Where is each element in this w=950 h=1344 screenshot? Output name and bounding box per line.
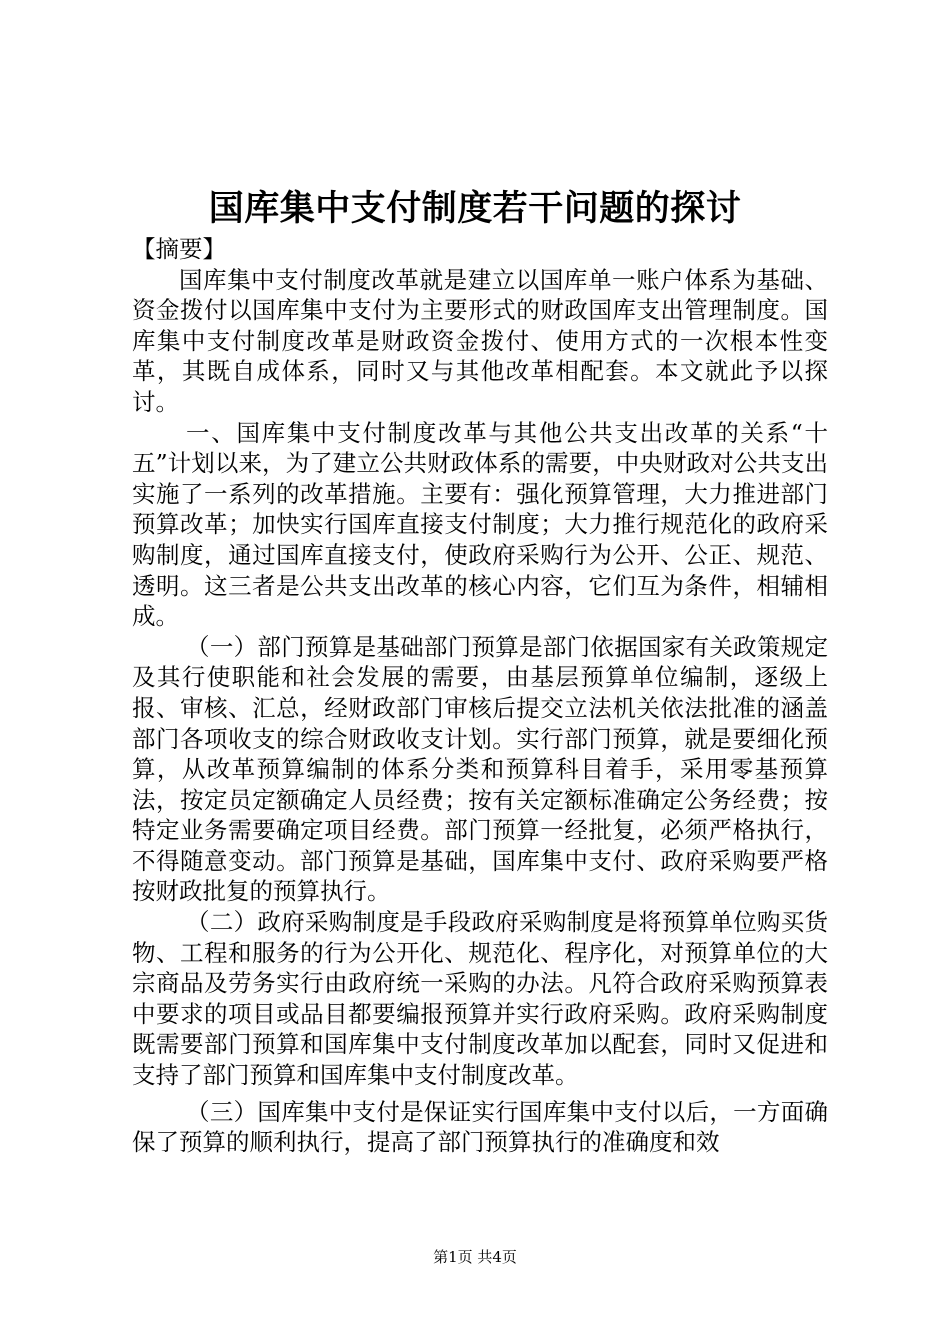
document-title: 国库集中支付制度若干问题的探讨 bbox=[208, 188, 742, 229]
paragraph-abstract: 国库集中支付制度改革就是建立以国库单一账户体系为基础、资金拨付以国库集中支付为主要形式的财政国库支出管理制度。国库集中支付制度改革是财政资金拨付、使用方式的一次根本性变革，其既自成体系，同时又与其他改革相配套。本文就此予以探讨。 bbox=[132, 265, 828, 416]
paragraph-section-1-3: （三）国库集中支付是保证实行国库集中支付以后，一方面确保了预算的顺利执行，提高了部门预算执行的准确度和效 bbox=[132, 1097, 828, 1157]
page-footer: 第1页 共4页 bbox=[433, 1248, 517, 1266]
paragraph-section-1-1: （一）部门预算是基础部门预算是部门依据国家有关政策规定及其行使职能和社会发展的需要，由基层预算单位编制，逐级上报、审核、汇总，经财政部门审核后提交立法机关依法批准的涵盖部门各项收支的综合财政收支计划。实行部门预算，就是要细化预算，从改革预算编制的体系分类和预算科目着手，采用零基预算法，按定员定额确定人员经费；按有关定额标准确定公务经费；按特定业务需要确定项目经费。部门预算一经批复，必须严格执行，不得随意变动。部门预算是基础，国库集中支付、政府采购要严格按财政批复的预算执行。 bbox=[132, 632, 828, 906]
paragraph-section-1: 一、国库集中支付制度改革与其他公共支出改革的关系“十五”计划以来，为了建立公共财政体系的需要，中央财政对公共支出实施了一系列的改革措施。主要有：强化预算管理，大力推进部门预算改革；加快实行国库直接支付制度；大力推行规范化的政府采购制度，通过国库直接支付，使政府采购行为公开、公正、规范、透明。这三者是公共支出改革的核心内容，它们互为条件，相辅相成。 bbox=[132, 418, 828, 631]
abstract-label: 【摘要】 bbox=[132, 235, 226, 263]
paragraph-section-1-2: （二）政府采购制度是手段政府采购制度是将预算单位购买货物、工程和服务的行为公开化、规范化、程序化，对预算单位的大宗商品及劳务实行由政府统一采购的办法。凡符合政府采购预算表中要求的项目或品目都要编报预算并实行政府采购。政府采购制度既需要部门预算和国库集中支付制度改革加以配套，同时又促进和支持了部门预算和国库集中支付制度改革。 bbox=[132, 908, 828, 1090]
document-body bbox=[132, 234, 828, 1158]
